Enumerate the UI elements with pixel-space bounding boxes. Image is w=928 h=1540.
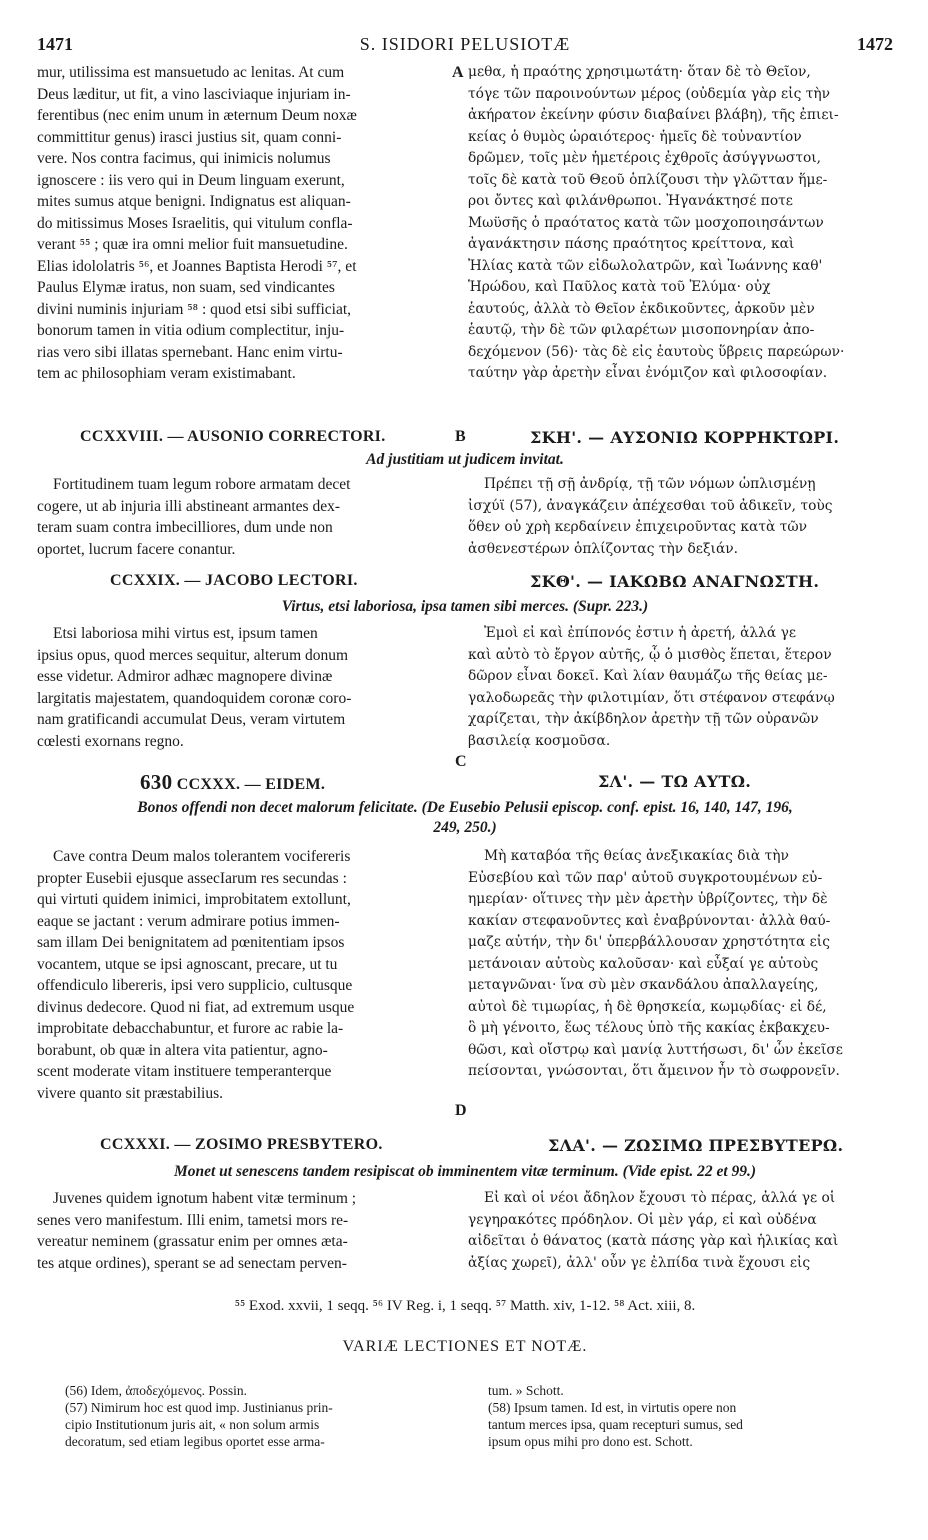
- letter-230-latin-title-text: CCXXX. — EIDEM.: [176, 776, 326, 793]
- text-line: δῶρον εἶναι δοκεῖ. Καὶ λίαν θαυμάζω τῆς θείας με-: [468, 668, 828, 684]
- text-line: γεγηρακότες πρόδηλον. Οἱ μὲν γάρ, εἰ καὶ οὐδένα: [468, 1211, 817, 1228]
- text-line: ἑαυτῷ, τὴν δὲ τῶν φιλαρέτων μισοπονηρίαν ἀπο-: [468, 322, 815, 338]
- text-line: Εἰ καὶ οἱ νέοι ἄδηλον ἔχουσι τὸ πέρας, ἀλλά γε οἱ: [484, 1190, 836, 1206]
- text-line: ἀξίας χωρεῖ), ἀλλ' οὖν γε ἐλπίδα τινὰ ἔχουσι εἰς: [468, 1254, 811, 1271]
- text-line: bonorum tamen in vitia odium complectitur, inju-: [37, 322, 345, 339]
- text-line: αἰδεῖται ὁ θάνατος (κατὰ πάσης γὰρ καὶ ἡλικίας καὶ: [468, 1233, 839, 1249]
- text-line: κακίαν στεφανοῦντες καὶ ἐναβρύνονται· ἀλλὰ θαύ-: [468, 912, 831, 929]
- letter-230-latin-title: [140, 770, 325, 795]
- margin-marker-b: B: [455, 428, 466, 445]
- text-line: Μωϋσῆς ὁ πραότατος κατὰ τῶν μοσχοποιησάντων: [468, 214, 824, 231]
- text-line: borabunt, ob quæ in altera vita patientur, agno-: [37, 1041, 328, 1059]
- text-line: oportet, lucrum facere conantur.: [37, 540, 236, 558]
- text-line: Μὴ καταβόα τῆς θείας ἀνεξικακίας διὰ τὴν: [484, 848, 789, 864]
- letter-229-greek-title: ΣΚΘ'. — ΙΑΚΩΒΩ ΑΝΑΓΝΩΣΤΗ.: [530, 572, 820, 591]
- text-line: δεχόμενον (56)· τὰς δὲ εἰς ἑαυτοὺς ὕβρεις παρεώρων·: [468, 343, 845, 360]
- text-line: Deus læditur, ut fit, a vino lasciviaque injuriam in-: [37, 85, 351, 103]
- text-line: ημερίαν· οἵτινες τὴν μὲν ἀρετὴν ὑβρίζοντες, τὴν δὲ: [468, 891, 828, 907]
- text-line: θῶσι, καὶ οἴστρῳ καὶ μανίᾳ λυττήσωσι, δι' ὧν ἐκεῖσε: [468, 1041, 843, 1058]
- text-line: teram suam contra imbecilliores, dum unde non: [37, 519, 333, 536]
- text-line: divini numinis injuriam ⁵⁸ : quod etsi sibi sufficiat,: [37, 300, 352, 318]
- text-line: ἀσθενεστέρων ὁπλίζοντας τὴν δεξιάν.: [468, 540, 739, 557]
- letter-231-latin-title: CCXXXI. — ZOSIMO PRESBYTERO.: [100, 1136, 383, 1153]
- text-line: vere. Nos contra facimus, qui inimicis nolumus: [37, 150, 331, 167]
- text-line: ταύτην γὰρ ἀρετὴν εἶναι ἐνόμιζον καὶ φιλοσοφίαν.: [468, 365, 828, 381]
- text-line: largitatis majestatem, quandoquidem coronæ coro-: [37, 689, 352, 707]
- variae-notes-left: [65, 1382, 465, 1450]
- text-line: offendiculo libereris, ipsi vero supplicio, cultusque: [37, 977, 353, 994]
- text-line: cogere, ut ab injuria illi abstineant armantes dex-: [37, 497, 340, 515]
- text-line: χαρίζεται, τὴν ἀκίβδηλον ἀρετὴν τῇ τῶν οὐρανῶν: [468, 711, 819, 727]
- margin-marker-a: A: [452, 64, 464, 81]
- text-line: tem ac philosophiam veram existimabant.: [37, 365, 296, 382]
- text-line: Εὐσεβίου καὶ τῶν παρ' αὐτοῦ συγκροτουμένων εὐ-: [468, 869, 823, 886]
- running-title: S. ISIDORI PELUSIOTÆ: [359, 34, 571, 54]
- text-line: αὐτοὶ δὲ τιμωρίας, ἡ δὲ θρησκεία, κωμῳδίας· εἰ δέ,: [468, 998, 827, 1015]
- text-line: Πρέπει τῇ σῇ ἀνδρίᾳ, τῇ τῶν νόμων ὡπλισμένῃ: [484, 476, 816, 492]
- text-line: vereatur neminem (grassatur enim per omnes æta-: [37, 1233, 348, 1250]
- letter-230-subtitle: [37, 798, 893, 838]
- text-line: Ἡρώδου, καὶ Παῦλος κατὰ τοῦ Ἐλύμα· οὐχ: [468, 279, 771, 295]
- text-line: Etsi laboriosa mihi virtus est, ipsum tamen: [53, 625, 318, 642]
- text-line: Paulus Elymæ iratus, non suam, sed vindicantes: [37, 279, 335, 296]
- page-number-right: 1472: [857, 34, 893, 54]
- text-line: vivere quanto sit præstabilius.: [37, 1084, 223, 1102]
- text-line: ipsius opus, quod merces sequitur, alterum donum: [37, 646, 349, 664]
- text-line: γαλοδωρεᾶς τὴν φιλοτιμίαν, ὅτι στέφανον στεφάνῳ: [468, 689, 835, 706]
- text-line: Fortitudinem tuam legum robore armatam decet: [53, 476, 351, 493]
- note-line: (57) Nimirum hoc est quod imp. Justinianus prin-: [65, 1400, 333, 1415]
- text-line: mites sumus atque benigni. Indignatus est aliquan-: [37, 193, 351, 210]
- text-line: τοῖς δὲ κατὰ τοῦ Θεοῦ ὁπλίζουσι τὴν γλῶτταν ἥμε-: [468, 171, 828, 188]
- text-line: κείας ὁ θυμὸς ὡραιότερος· ἡμεῖς δὲ τοὐναντίον: [468, 128, 802, 145]
- text-line: sam illam Dei benignitatem ad pœnitentiam ipsos: [37, 934, 345, 951]
- text-line: divinus dedecore. Quod ni fiat, ad extremum usque: [37, 998, 355, 1016]
- note-line: (56) Idem, ἀποδεχόμενος. Possin.: [65, 1383, 247, 1398]
- text-line: ἀγανάκτησιν πάσης πραότητος κρείττονα, καὶ: [468, 236, 795, 252]
- text-line: scent moderate vitam instituere temperanterque: [37, 1063, 332, 1080]
- note-line: tantum merces ipsa, quam recepturi sumus, sed: [488, 1417, 743, 1432]
- text-line: βασιλείᾳ κοσμοῦσα.: [468, 732, 611, 749]
- column-number: 630: [140, 770, 173, 794]
- letter-228-subtitle: Ad justitiam ut judicem invitat.: [366, 451, 564, 468]
- letter-229-subtitle: Virtus, etsi laboriosa, ipsa tamen sibi merces. (Supr. 223.): [281, 598, 649, 615]
- text-line: qui virtuti quidem inimici, improbitatem extollunt,: [37, 891, 351, 908]
- note-line: ipsum opus mihi pro dono est. Schott.: [488, 1434, 693, 1449]
- text-line: μεθα, ἡ πραότης χρησιμωτάτη· ὅταν δὲ τὸ Θεῖον,: [468, 64, 811, 80]
- text-line: verant ⁵⁵ ; quæ ira omni melior fuit mansuetudine.: [37, 236, 348, 253]
- letter-230-latin: [37, 846, 449, 1104]
- note-line: decoratum, sed etiam legibus oportet esse arma-: [65, 1434, 325, 1449]
- text-line: esse videtur. Admiror adhæc magnopere divinæ: [37, 668, 333, 685]
- text-line: ὅθεν οὐ χρὴ κερδαίνειν ἐπιχειροῦντας κατὰ τῶν: [468, 519, 807, 535]
- text-line: Ἐμοὶ εἰ καὶ ἐπίπονός ἐστιν ἡ ἀρετή, ἀλλά γε: [484, 625, 797, 641]
- letter-229-latin: [37, 623, 449, 752]
- text-line: eaque se jactant : verum admirare potius immen-: [37, 912, 340, 930]
- note-line: cipio Institutionum juris ait, « non solum armis: [65, 1417, 320, 1432]
- letter-228-greek: [468, 474, 896, 560]
- page-number-left: 1471: [37, 34, 73, 54]
- text-line: committitur genus) irasci justius sit, quam conni-: [37, 128, 342, 146]
- letter-230-subtitle-line-2: 249, 250.): [433, 819, 497, 836]
- note-line: tum. » Schott.: [488, 1383, 564, 1398]
- text-line: propter Eusebii ejusque assecIarum res secundas :: [37, 869, 347, 887]
- text-line: cœlesti exornans regno.: [37, 732, 184, 750]
- text-line: πείσονται, γνώσονται, ὅτι ἄμεινον ἦν τὸ σωφρονεῖν.: [468, 1063, 840, 1079]
- note-line: (58) Ipsum tamen. Id est, in virtutis opere non: [488, 1400, 737, 1415]
- page-header: [37, 34, 893, 58]
- letter-227-greek: [468, 62, 896, 385]
- text-line: μεταγνῶναι· ἵνα σὺ μὲν σκανδάλου ἀπαλλαγείης,: [468, 977, 819, 993]
- text-line: ferentibus (nec enim unum in æternum Deum noxæ: [37, 107, 357, 124]
- text-line: rias vero sibi illatas spernebant. Hanc enim virtu-: [37, 343, 343, 361]
- text-line: tes atque ordines), sperant se ad senectam perven-: [37, 1254, 347, 1272]
- letter-230-greek: [468, 846, 896, 1083]
- text-line: ἀκήρατον ἐκείνην φύσιν διαβαίνει βλάβη), τῆς ἐπιει-: [468, 107, 839, 123]
- text-line: do mitissimus Moses Israelitis, qui vitulum confla-: [37, 214, 353, 232]
- text-line: Cave contra Deum malos tolerantem vocifereris: [53, 848, 351, 865]
- text-line: mur, utilissima est mansuetudo ac lenitas. At cum: [37, 64, 345, 81]
- letter-227-latin: [37, 62, 449, 385]
- text-line: senes vero manifestum. Illi enim, tametsi mors re-: [37, 1211, 349, 1229]
- letter-228-latin: [37, 474, 449, 560]
- letter-231-greek: [468, 1188, 896, 1274]
- text-line: vocantem, utque se ipsi agnoscant, precare, ut tu: [37, 955, 338, 973]
- letter-228-greek-title: ΣΚΗ'. — ΑΥΣΟΝΙΩ ΚΟΡΡΗΚΤΩΡΙ.: [530, 428, 840, 447]
- text-line: καὶ αὐτὸ τὸ ἔργον αὐτῆς, ᾧ ὁ μισθὸς ἕπεται, ἕτερον: [468, 646, 832, 663]
- letter-231-greek-title: ΣΛΑ'. — ΖΩΣΙΜΩ ΠΡΕΣΒΥΤΕΡΩ.: [548, 1136, 844, 1155]
- text-line: δρῶμεν, τοῖς μὲν ἡμετέροις ἐχθροῖς ἀσύγγνωστοι,: [468, 150, 822, 166]
- text-line: ignoscere : iis vero qui in Deum linguam exerunt,: [37, 171, 345, 189]
- letter-228-latin-title: CCXXVIII. — AUSONIO CORRECTORI.: [80, 428, 386, 445]
- text-line: μετάνοιαν αὐτοὺς καλοῦσαν· καὶ εὖξαί γε αὐτοὺς: [468, 955, 819, 972]
- text-line: Elias idololatris ⁵⁶, et Joannes Baptista Herodi ⁵⁷, et: [37, 257, 357, 275]
- letter-229-greek: [468, 623, 896, 752]
- text-line: Ἠλίας κατὰ τῶν εἰδωλολατρῶν, καὶ Ἰωάννης καθ': [468, 257, 823, 274]
- text-line: nam gratificandi accumulat Deus, veram virtutem: [37, 711, 346, 728]
- letter-231-latin: [37, 1188, 449, 1274]
- text-line: ἑαυτούς, ἀλλὰ τὸ Θεῖον ἐκδικοῦντες, ἀρκοῦν μὲν: [468, 300, 815, 317]
- variae-notes-right: [488, 1382, 896, 1450]
- text-line: improbitate debacchabuntur, et furore ac rabie la-: [37, 1020, 344, 1037]
- scripture-footnotes: ⁵⁵ Exod. xxvii, 1 seqq. ⁵⁶ IV Reg. i, 1 seqq. ⁵⁷ Matth. xiv, 1-12. ⁵⁸ Act. xiii, 8.: [234, 1298, 696, 1314]
- margin-marker-c: C: [455, 753, 467, 770]
- margin-marker-d: D: [455, 1102, 467, 1119]
- text-line: τόγε τῶν παροινούντων μέρος (οὐδεμία γὰρ εἰς τὴν: [468, 85, 830, 102]
- text-line: ροι ὄντες καὶ φιλάνθρωποι. Ἠγανάκτησέ ποτε: [468, 193, 793, 209]
- text-line: ἰσχύϊ (57), ἀναγκάζειν ἀπέχεσθαι τοῦ ἀδικεῖν, τοὺς: [468, 497, 833, 514]
- letter-230-subtitle-line-1: Bonos offendi non decet malorum felicitate. (De Eusebio Pelusii episcop. conf. epist. 16, 140, 147, 196,: [137, 799, 793, 816]
- text-line: ὃ μὴ γένοιτο, ἕως τέλους ὑπὸ τῆς κακίας ἐκβακχευ-: [468, 1020, 830, 1036]
- letter-230-greek-title: ΣΛ'. — ΤΩ ΑΥΤΩ.: [598, 772, 752, 791]
- text-line: Juvenes quidem ignotum habent vitæ terminum ;: [53, 1190, 357, 1207]
- letter-229-latin-title: CCXXIX. — JACOBO LECTORI.: [110, 572, 358, 589]
- text-line: μαζε αὐτήν, τὴν δι' ὑπερβάλλουσαν χρηστότητα εἰς: [468, 934, 830, 950]
- variae-heading: VARIÆ LECTIONES ET NOTÆ.: [342, 1338, 588, 1355]
- letter-231-subtitle: Monet ut senescens tandem resipiscat ob imminentem vitæ terminum. (Vide epist. 22 et 99.): [173, 1163, 757, 1180]
